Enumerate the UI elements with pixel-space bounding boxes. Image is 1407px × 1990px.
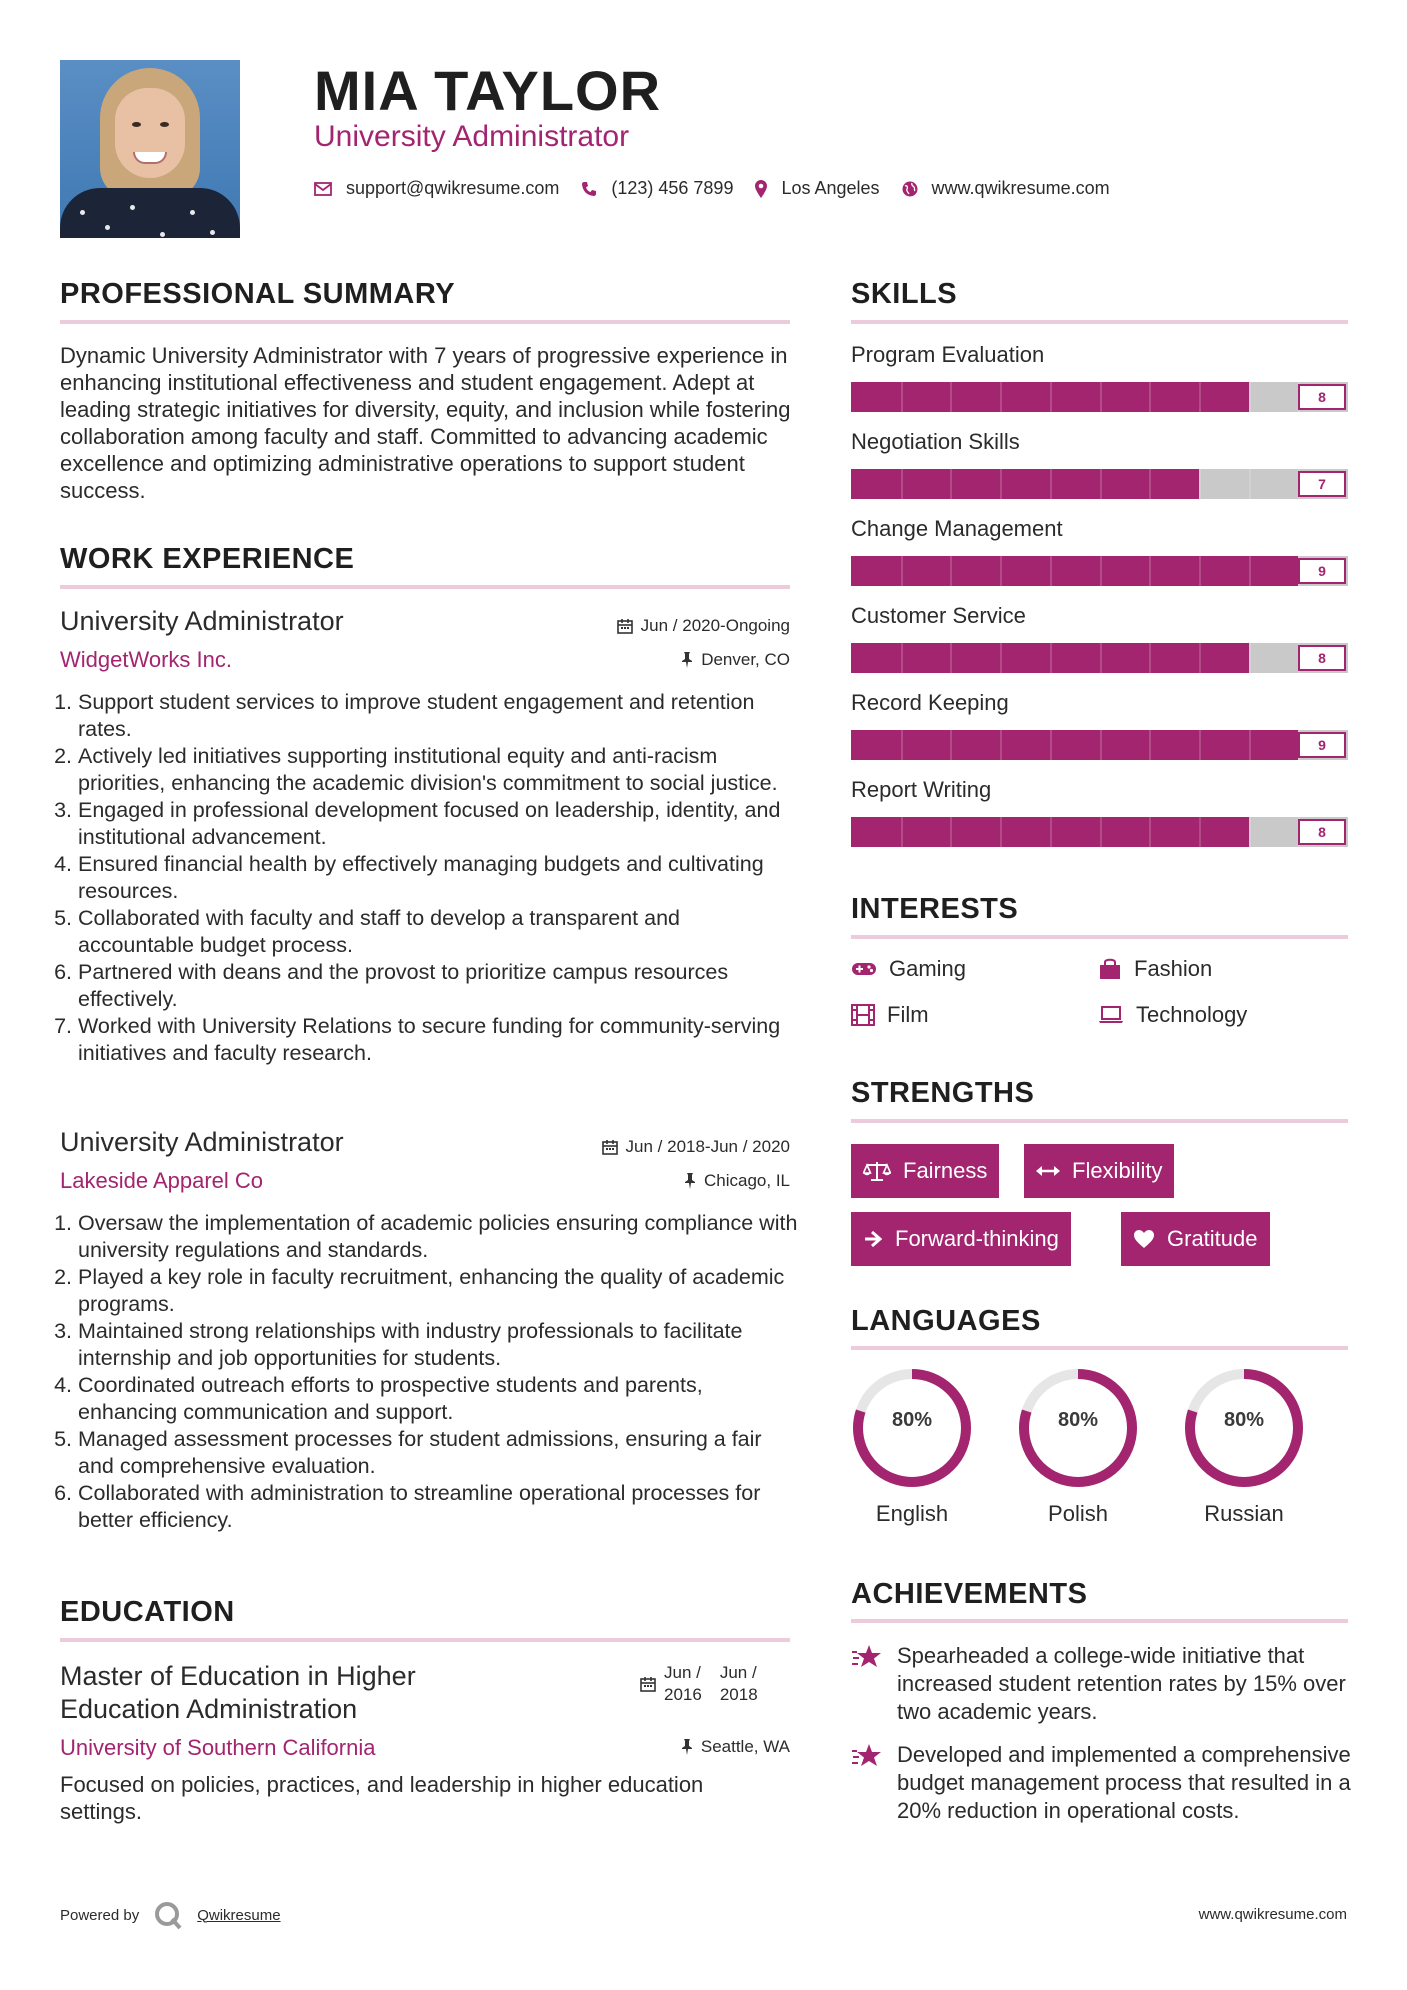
job-dates [602, 1137, 790, 1157]
skill-name: Change Management [851, 516, 1063, 541]
language-percent: 80% [1057, 1409, 1099, 1431]
skills-divider [851, 320, 1348, 324]
interest-item: Gaming [851, 956, 966, 982]
list-item: 2. Played a key role in faculty recruitment, enhancing the quality of academic programs. [54, 1265, 785, 1316]
skill-bar-segment [1050, 643, 1052, 673]
skill-bar-segment [1149, 382, 1151, 412]
education-school: University of Southern California [60, 1735, 376, 1760]
job-title: University Administrator [60, 1127, 344, 1157]
skill-bar-segment [1100, 382, 1102, 412]
strengths-divider [851, 1119, 1348, 1123]
skill-bar [851, 817, 1348, 847]
phone-text: (123) 456 7899 [611, 178, 734, 198]
interest-item: Film [851, 1002, 929, 1028]
achievements-divider [851, 1619, 1348, 1623]
job-location [681, 650, 790, 670]
achievement-item: Developed and implemented a comprehensive budget management process that resulted in a 20% reduction in operational costs. [851, 1741, 1351, 1825]
skill-score: 9 [1298, 732, 1346, 758]
skill-bar-segment [1149, 469, 1151, 499]
skill-bar-segment [1100, 817, 1102, 847]
education-location [681, 1737, 790, 1757]
skill-bar-segment [1050, 730, 1052, 760]
list-item: 3. Maintained strong relationships with industry professionals to facilitate internship and job opportunities for students. [54, 1319, 743, 1370]
strength-pill: Gratitude [1121, 1212, 1270, 1266]
skill-bar-segment [1249, 730, 1251, 760]
skill-bar-segment [901, 643, 903, 673]
experience-heading: WORK EXPERIENCE [60, 543, 355, 575]
arrow-right-icon [863, 1229, 883, 1249]
education-dates [640, 1662, 758, 1706]
skill-bar-segment [950, 730, 952, 760]
skill-bar [851, 469, 1348, 499]
language-item [1015, 1365, 1141, 1527]
achievement-item: Spearheaded a college-wide initiative that increased student retention rates by 15% over two academic years. [851, 1642, 1351, 1726]
skill-bar [851, 643, 1348, 673]
skill-score: 7 [1298, 471, 1346, 497]
skill-bar-segment [1149, 556, 1151, 586]
list-item: 5. Managed assessment processes for student admissions, ensuring a fair and comprehensive evaluation. [54, 1427, 762, 1478]
strength-pill: Fairness [851, 1144, 999, 1198]
skill-bar-segment [1000, 382, 1002, 412]
job-dates-text: Jun / 2020-Ongoing [640, 616, 790, 635]
skill-bar-segment [950, 469, 952, 499]
education-divider [60, 1638, 790, 1642]
powered-by-text: Powered by [60, 1906, 140, 1924]
skill-bar-segment [950, 643, 952, 673]
degree-line-2: Education Administration [60, 1694, 358, 1724]
job-location-text: Chicago, IL [704, 1171, 790, 1190]
envelope-icon [314, 182, 332, 196]
skill-bar-fill [851, 469, 1199, 499]
qwikresume-logo-icon [153, 1900, 183, 1930]
email-text: support@qwikresume.com [346, 178, 560, 198]
skill-bar-segment [1199, 817, 1201, 847]
skill-name: Negotiation Skills [851, 429, 1020, 454]
job-bullets [50, 689, 800, 1067]
language-name: English [875, 1501, 949, 1526]
skill-bar-segment [1100, 556, 1102, 586]
education-location-text: Seattle, WA [700, 1737, 790, 1756]
pushpin-icon [681, 1739, 693, 1755]
skill-bar-segment [1050, 817, 1052, 847]
language-item [849, 1365, 975, 1527]
calendar-icon [640, 1676, 656, 1692]
pushpin-icon [681, 652, 693, 668]
list-item: 6. Partnered with deans and the provost to prioritize campus resources effectively. [54, 960, 729, 1011]
summary-divider [60, 320, 790, 324]
contact-location [755, 178, 879, 199]
interests-heading: INTERESTS [851, 893, 1019, 925]
list-item: 4. Ensured financial health by effectively managing budgets and cultivating resources. [54, 852, 764, 903]
skill-bar-segment [1000, 469, 1002, 499]
skill-name: Program Evaluation [851, 342, 1045, 367]
skill-bar-segment [1199, 469, 1201, 499]
summary-text: Dynamic University Administrator with 7 years of progressive experience in enhancing institutional effectiveness and student engagement. Adept at leading strategic initiatives for diversity, equity, and inclusion while fostering collaboration among faculty and staff. Committed to advancing academic excellence and optimizing administrative operations to support student success. [60, 343, 791, 503]
job-location-text: Denver, CO [701, 650, 790, 669]
strength-pill: Forward-thinking [851, 1212, 1071, 1266]
website-text: www.qwikresume.com [931, 178, 1110, 198]
contact-website[interactable] [902, 178, 1110, 199]
skill-name: Customer Service [851, 603, 1026, 628]
skill-bar-fill [851, 556, 1298, 586]
job-location [684, 1171, 790, 1191]
strengths-heading: STRENGTHS [851, 1077, 1035, 1109]
job-dates-text: Jun / 2018-Jun / 2020 [625, 1137, 790, 1156]
language-percent: 80% [1223, 1409, 1265, 1431]
skill-name: Record Keeping [851, 690, 1009, 715]
calendar-icon [617, 618, 633, 634]
skill-bar-segment [1199, 643, 1201, 673]
list-item: 3. Engaged in professional development focused on leadership, identity, and institutional advancement. [54, 798, 781, 849]
skill-bar-segment [901, 469, 903, 499]
skill-bar [851, 556, 1348, 586]
skill-bar-segment [1149, 817, 1151, 847]
arrows-horizontal-icon [1036, 1164, 1060, 1178]
skill-bar-segment [1100, 643, 1102, 673]
candidate-role: University Administrator [314, 120, 630, 153]
list-item: 7. Worked with University Relations to secure funding for community-serving initiatives and faculty research. [54, 1014, 781, 1065]
skill-bar-segment [1149, 643, 1151, 673]
strength-pill: Flexibility [1024, 1144, 1174, 1198]
phone-icon [581, 181, 597, 197]
skill-bar-segment [950, 817, 952, 847]
skill-bar-segment [1199, 382, 1201, 412]
skill-bar-segment [1050, 556, 1052, 586]
language-name: Russian [1204, 1501, 1284, 1526]
list-item: 4. Coordinated outreach efforts to prospective students and parents, enhancing communication and support. [54, 1373, 703, 1424]
skill-bar-segment [901, 817, 903, 847]
pushpin-icon [684, 1173, 696, 1189]
language-item [1181, 1365, 1307, 1527]
calendar-icon [602, 1139, 618, 1155]
profile-photo [60, 60, 240, 238]
skill-name: Report Writing [851, 777, 992, 802]
education-end: Jun / 2018 [719, 1663, 758, 1704]
skill-bar-segment [950, 382, 952, 412]
skill-bar-segment [950, 556, 952, 586]
language-name: Polish [1048, 1501, 1108, 1526]
job-company: WidgetWorks Inc. [60, 647, 232, 672]
skill-bar-segment [1249, 556, 1251, 586]
laptop-icon [1098, 1005, 1124, 1025]
map-pin-icon [755, 180, 767, 198]
star-icon [851, 1644, 883, 1670]
candidate-name: MIA TAYLOR [314, 59, 662, 122]
qwikresume-link[interactable]: Qwikresume [197, 1906, 281, 1924]
skill-bar-segment [1249, 817, 1251, 847]
contact-phone[interactable] [581, 178, 733, 199]
skill-bar-segment [1000, 730, 1002, 760]
list-item: 2. Actively led initiatives supporting institutional equity and anti-racism priorities, enhancing the academic division's commitment to social justice. [54, 744, 778, 795]
globe-icon [902, 181, 918, 197]
star-icon [851, 1743, 883, 1769]
skill-bar-segment [1199, 730, 1201, 760]
skill-bar-segment [901, 730, 903, 760]
degree-title [60, 1660, 416, 1726]
summary-heading: PROFESSIONAL SUMMARY [60, 278, 456, 310]
location-text: Los Angeles [781, 178, 880, 198]
interest-item: Technology [1098, 1002, 1247, 1028]
skill-bar-segment [1100, 469, 1102, 499]
skill-score: 8 [1298, 645, 1346, 671]
skill-bar [851, 382, 1348, 412]
education-heading: EDUCATION [60, 1596, 235, 1628]
skill-bar-segment [901, 382, 903, 412]
skill-bar [851, 730, 1348, 760]
interests-divider [851, 935, 1348, 939]
list-item: 6. Collaborated with administration to streamline operational processes for better efficiency. [54, 1481, 761, 1532]
skill-bar-segment [1000, 817, 1002, 847]
experience-divider [60, 585, 790, 589]
skill-score: 9 [1298, 558, 1346, 584]
footer-website[interactable]: www.qwikresume.com [1198, 1906, 1347, 1923]
contact-email[interactable] [314, 178, 559, 199]
film-icon [851, 1004, 875, 1026]
language-percent: 80% [891, 1409, 933, 1431]
skill-bar-segment [1100, 730, 1102, 760]
languages-heading: LANGUAGES [851, 1305, 1041, 1337]
gamepad-icon [851, 961, 877, 977]
skill-bar-segment [1050, 469, 1052, 499]
languages-divider [851, 1346, 1348, 1350]
skill-bar-segment [1050, 382, 1052, 412]
interest-item: Fashion [1098, 956, 1212, 982]
contact-bar [314, 178, 1132, 199]
job-bullets [50, 1210, 800, 1534]
list-item: 1. Support student services to improve student engagement and retention rates. [54, 690, 755, 741]
list-item: 5. Collaborated with faculty and staff to develop a transparent and accountable budget process. [54, 906, 680, 957]
balance-scale-icon [863, 1160, 891, 1182]
skill-bar-fill [851, 730, 1298, 760]
job-dates [617, 616, 790, 636]
list-item: 1. Oversaw the implementation of academic policies ensuring compliance with university regulations and standards. [54, 1211, 798, 1262]
skill-score: 8 [1298, 384, 1346, 410]
skill-bar-segment [1249, 643, 1251, 673]
education-description: Focused on policies, practices, and leadership in higher education settings. [60, 1772, 704, 1824]
achievements-heading: ACHIEVEMENTS [851, 1578, 1088, 1610]
skill-bar-segment [1249, 469, 1251, 499]
skill-bar-segment [1249, 382, 1251, 412]
skills-heading: SKILLS [851, 278, 958, 310]
skill-bar-segment [901, 556, 903, 586]
shopping-bag-icon [1098, 958, 1122, 980]
job-title: University Administrator [60, 606, 344, 636]
skill-bar-segment [1000, 643, 1002, 673]
skill-bar-segment [1199, 556, 1201, 586]
job-company: Lakeside Apparel Co [60, 1168, 264, 1193]
education-start: Jun / 2016 [664, 1663, 702, 1704]
degree-line-1: Master of Education in Higher [60, 1661, 416, 1691]
skill-bar-segment [1149, 730, 1151, 760]
heart-icon [1133, 1229, 1155, 1249]
footer-powered-by [60, 1900, 281, 1930]
skill-score: 8 [1298, 819, 1346, 845]
skill-bar-segment [1000, 556, 1002, 586]
